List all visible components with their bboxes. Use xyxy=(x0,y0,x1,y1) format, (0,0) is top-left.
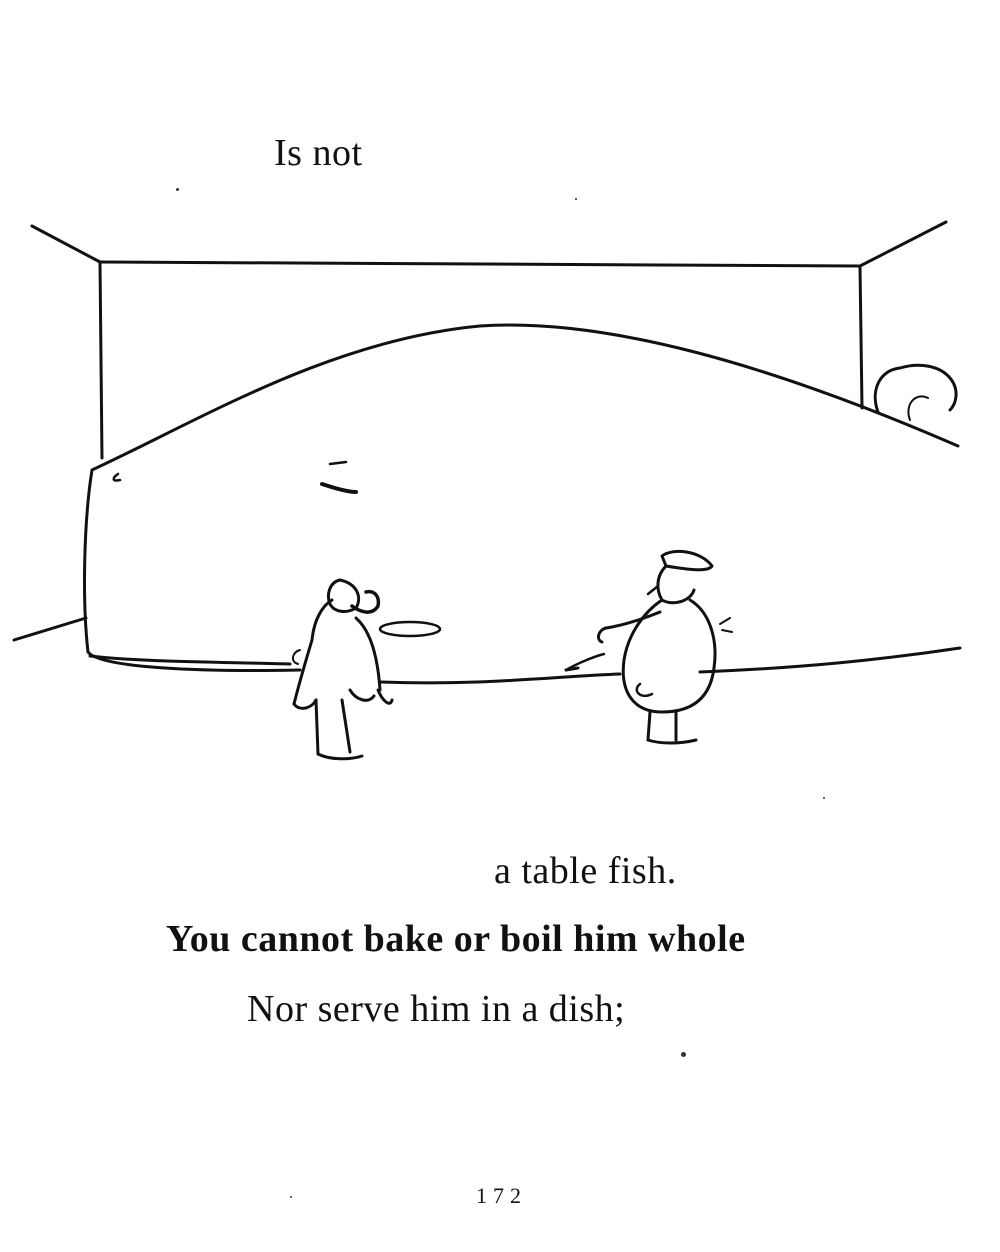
left-figure xyxy=(293,580,392,759)
scan-speck xyxy=(290,1196,292,1198)
page-number: 172 xyxy=(476,1183,527,1208)
right-figure xyxy=(566,551,732,743)
scan-speck xyxy=(681,1052,686,1057)
scan-speck xyxy=(823,797,825,799)
verse-line-top: Is not xyxy=(274,132,363,174)
scan-speck xyxy=(575,198,577,200)
whale-body xyxy=(85,325,960,683)
verse-line-2: You cannot bake or boil him whole xyxy=(166,918,746,960)
scan-speck xyxy=(176,188,179,191)
room-outline xyxy=(14,222,946,640)
verse-line-1: a table fish. xyxy=(494,850,677,892)
verse-line-3: Nor serve him in a dish; xyxy=(247,988,626,1030)
